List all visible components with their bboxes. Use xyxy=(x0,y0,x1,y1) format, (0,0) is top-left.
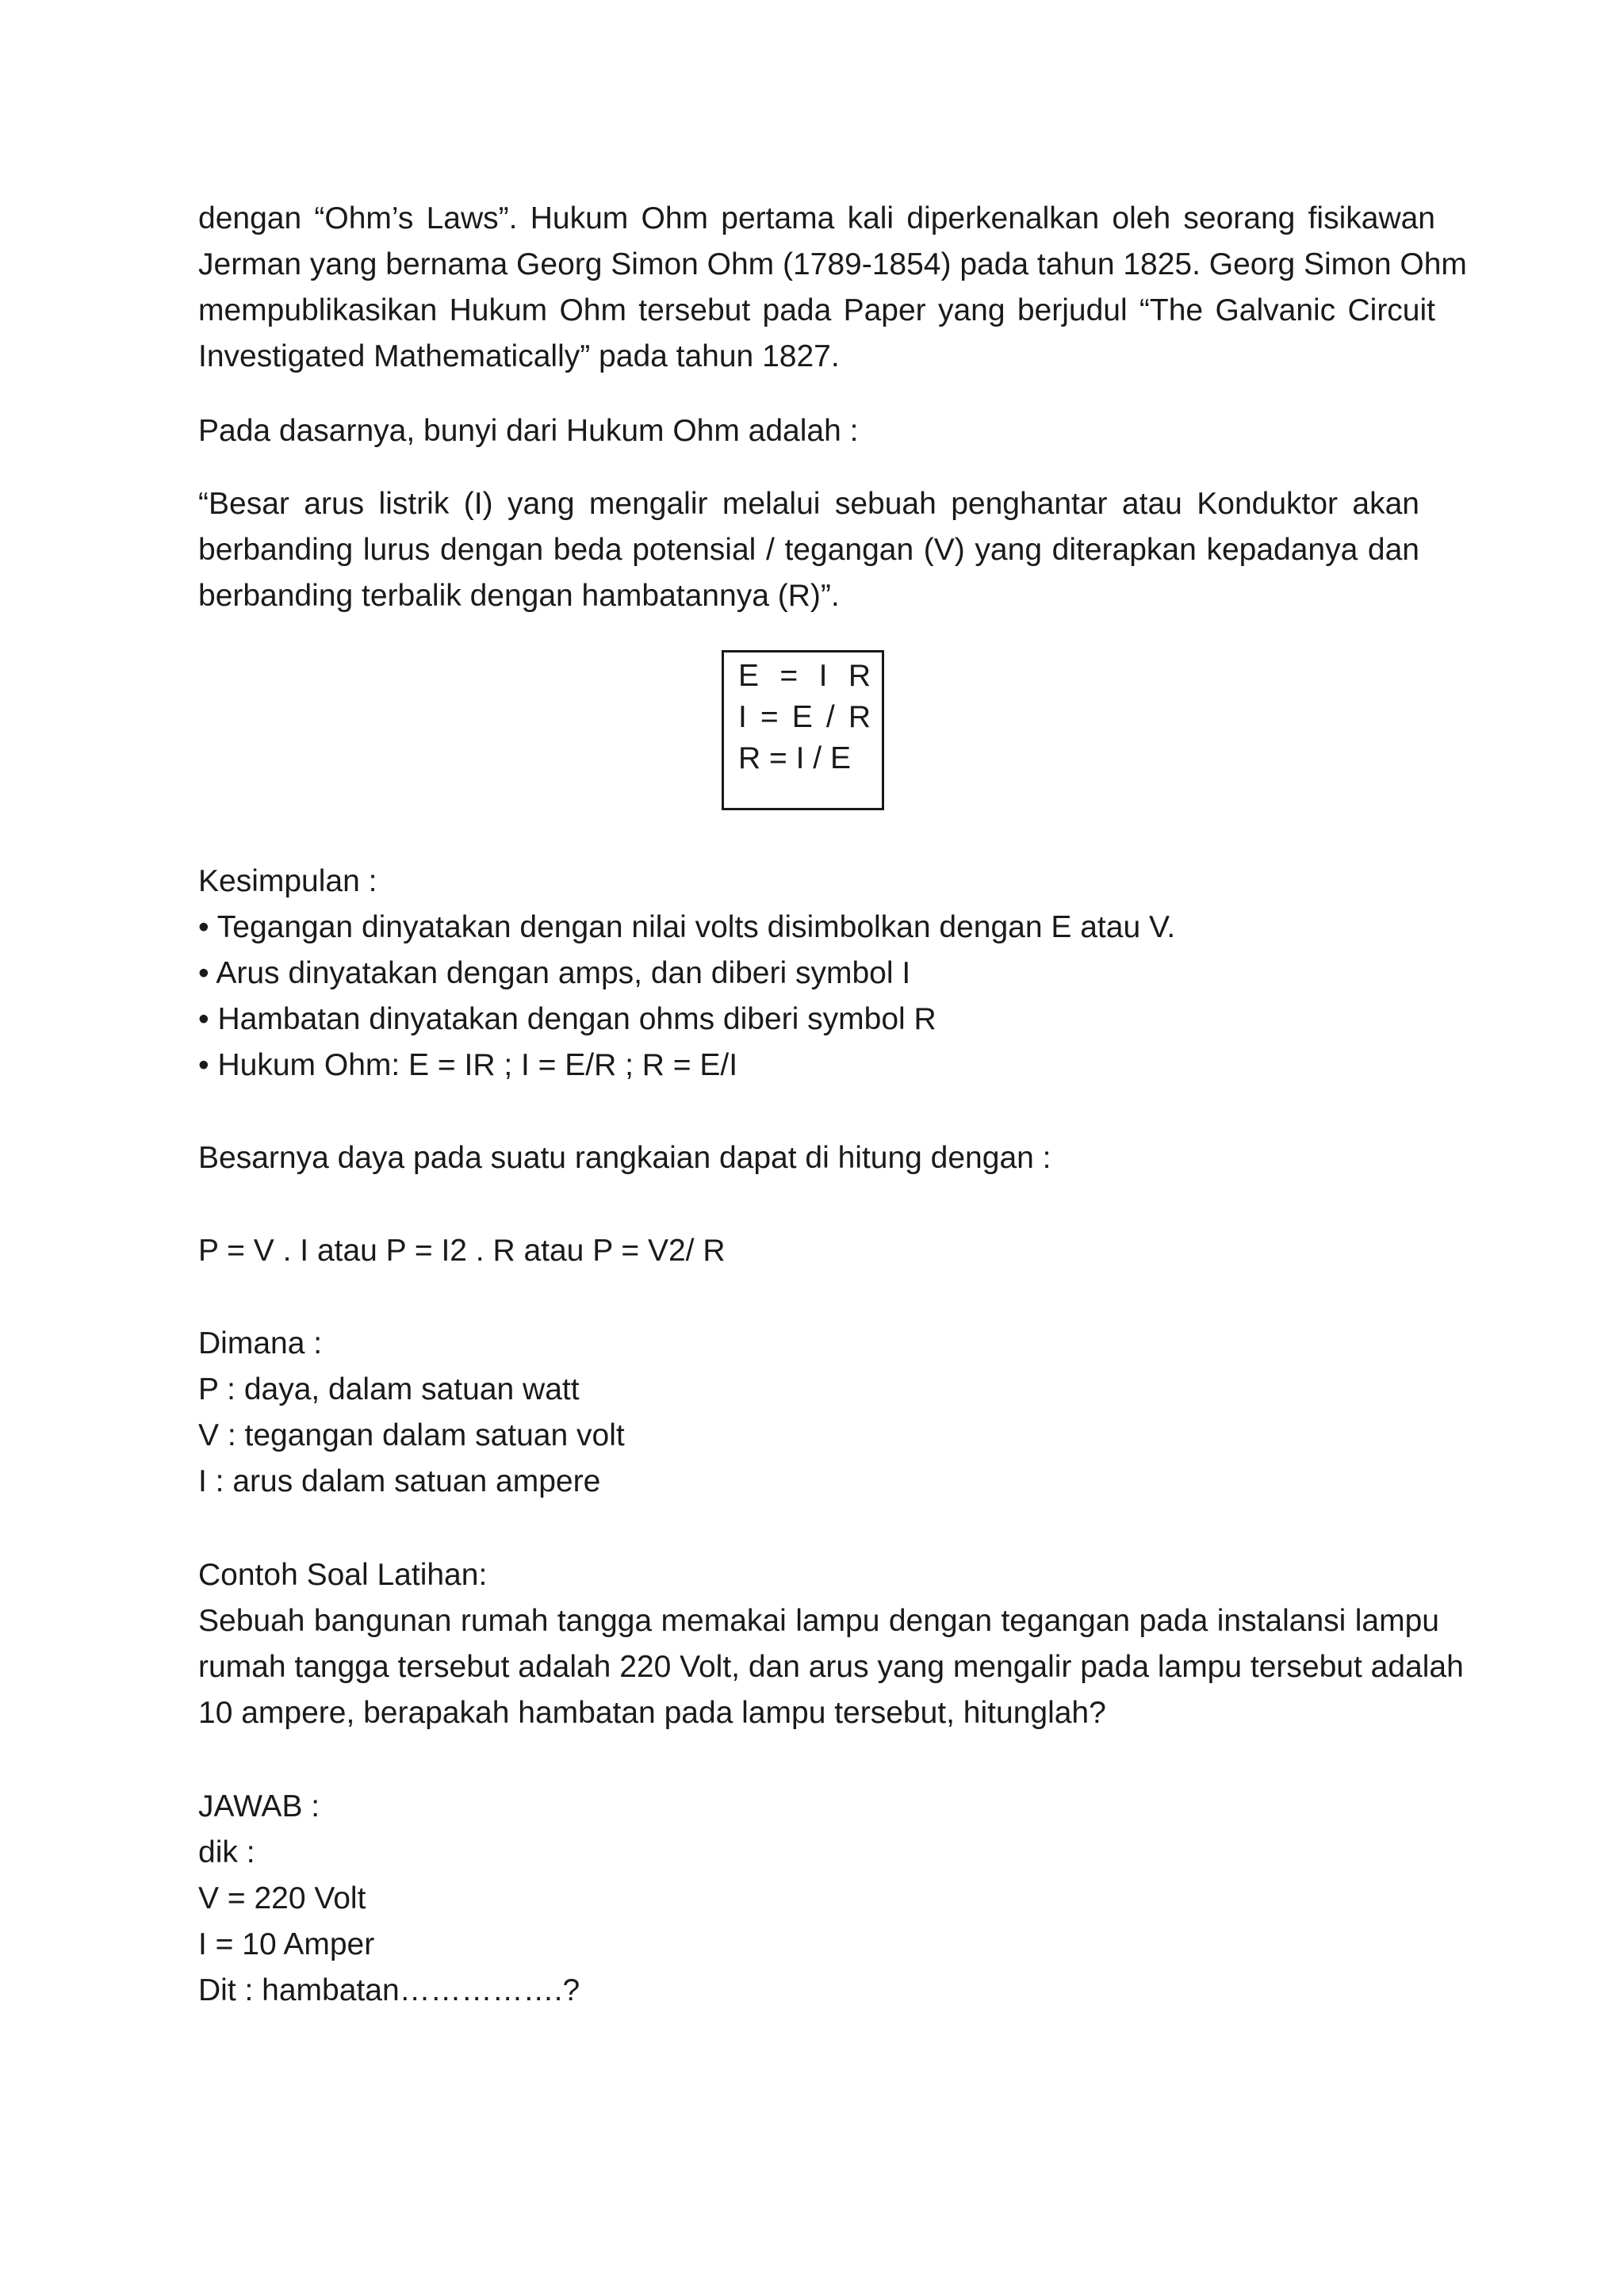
example-line: 10 ampere, berapakah hambatan pada lampu tersebut, hitunglah? xyxy=(198,1696,1106,1730)
conclusion-item: • Hambatan dinyatakan dengan ohms diberi symbol R xyxy=(198,1002,936,1036)
example-line: rumah tangga tersebut adalah 220 Volt, dan arus yang mengalir pada lampu tersebut adalah xyxy=(198,1650,1464,1684)
example-line: Sebuah bangunan rumah tangga memakai lampu dengan tegangan pada instalansi lampu xyxy=(198,1604,1439,1638)
formula-box xyxy=(722,650,884,810)
example-question xyxy=(198,1598,1464,1736)
where-heading: Dimana : xyxy=(198,1326,323,1360)
intro-line: Investigated Mathematically” pada tahun 1827. xyxy=(198,339,840,373)
power-intro: Besarnya daya pada suatu rangkaian dapat di hitung dengan : xyxy=(198,1141,1051,1175)
where-item: I : arus dalam satuan ampere xyxy=(198,1464,601,1498)
quote-line: berbanding terbalik dengan hambatannya (R)”. xyxy=(198,579,840,613)
formula-line: R = I / E xyxy=(738,741,851,775)
answer-heading: JAWAB : xyxy=(198,1789,320,1823)
ohm-law-quote xyxy=(198,481,1419,619)
answer-current: I = 10 Amper xyxy=(198,1927,375,1961)
quote-line: “Besar arus listrik (I) yang mengalir melalui sebuah penghantar atau Konduktor akan xyxy=(198,487,1419,521)
answer-voltage: V = 220 Volt xyxy=(198,1881,366,1915)
intro-line: Jerman yang bernama Georg Simon Ohm (1789-1854) pada tahun 1825. Georg Simon Ohm xyxy=(198,247,1467,281)
formula-line: I = E / R xyxy=(738,700,871,734)
quote-line: berbanding lurus dengan beda potensial / tegangan (V) yang diterapkan kepadanya dan xyxy=(198,533,1419,567)
where-item: P : daya, dalam satuan watt xyxy=(198,1372,580,1406)
intro-paragraph xyxy=(198,196,1467,380)
answer-known: dik : xyxy=(198,1835,255,1869)
conclusion-item: • Arus dinyatakan dengan amps, dan diberi symbol I xyxy=(198,956,911,990)
intro-line: dengan “Ohm’s Laws”. Hukum Ohm pertama kali diperkenalkan oleh seorang fisikawan xyxy=(198,201,1435,235)
answer-asked: Dit : hambatan…………….? xyxy=(198,1973,580,2007)
power-formula: P = V . I atau P = I2 . R atau P = V2/ R xyxy=(198,1234,726,1268)
conclusion-heading: Kesimpulan : xyxy=(198,864,377,898)
conclusion-item: • Tegangan dinyatakan dengan nilai volts disimbolkan dengan E atau V. xyxy=(198,910,1176,944)
example-heading: Contoh Soal Latihan: xyxy=(198,1558,488,1592)
conclusion-item: • Hukum Ohm: E = IR ; I = E/R ; R = E/I xyxy=(198,1048,738,1082)
basic-statement: Pada dasarnya, bunyi dari Hukum Ohm adalah : xyxy=(198,414,859,448)
formula-line: E = I R xyxy=(738,659,871,693)
where-item: V : tegangan dalam satuan volt xyxy=(198,1418,625,1452)
intro-line: mempublikasikan Hukum Ohm tersebut pada Paper yang berjudul “The Galvanic Circuit xyxy=(198,293,1435,327)
